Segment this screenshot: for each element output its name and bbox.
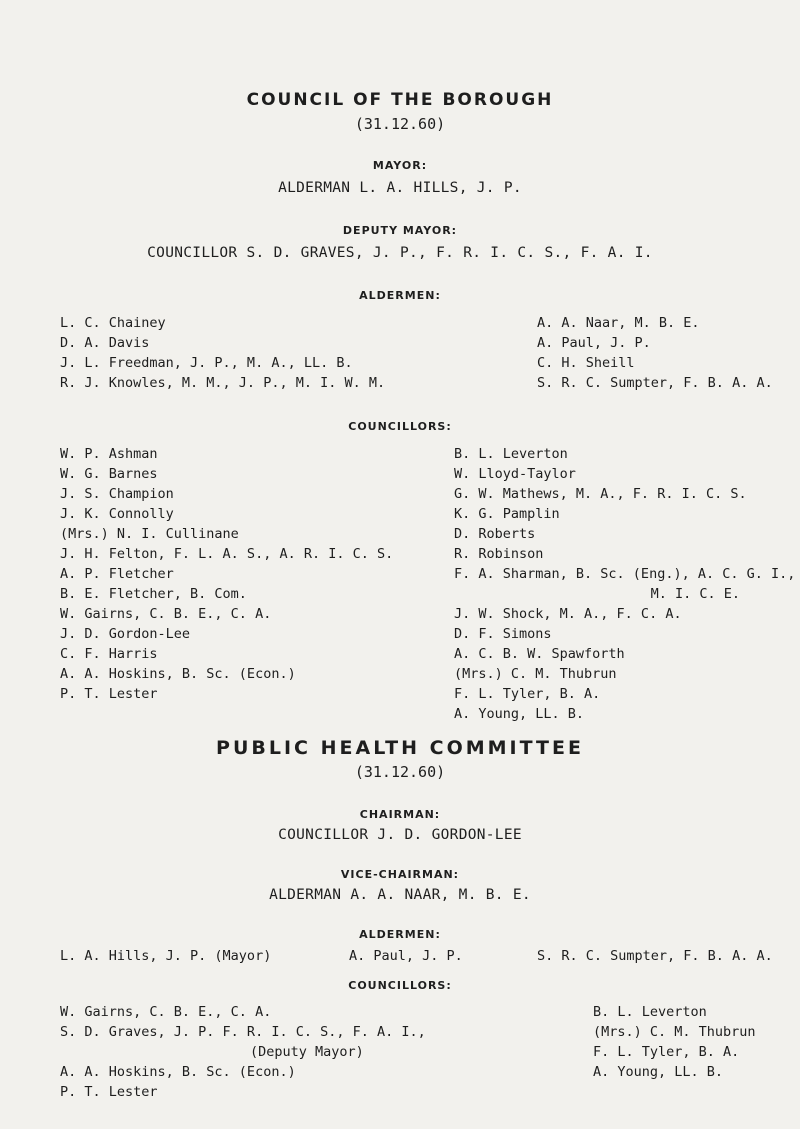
councillor-left-10: J. D. Gordon-Lee (60, 626, 191, 642)
alderman-right-3: C. H. Sheill (537, 355, 635, 371)
councillor-left-3: J. S. Champion (60, 486, 174, 502)
councillor-right-13: A. Young, LL. B. (454, 706, 585, 722)
councillor-left-12: A. A. Hoskins, B. Sc. (Econ.) (60, 666, 296, 682)
deputy-mayor-name: COUNCILLOR S. D. GRAVES, J. P., F. R. I. C. S., F. A. I. (147, 245, 653, 261)
councillor-left-7: A. P. Fletcher (60, 566, 174, 582)
councillor-left-2: W. G. Barnes (60, 466, 158, 482)
committee-aldermen-heading: ALDERMEN: (359, 928, 441, 941)
mayor-name: ALDERMAN L. A. HILLS, J. P. (278, 180, 522, 196)
councillor-right-6: R. Robinson (454, 546, 544, 562)
councillor-left-11: C. F. Harris (60, 646, 158, 662)
councillor-left-4: J. K. Connolly (60, 506, 174, 522)
councillor-left-8: B. E. Fletcher, B. Com. (60, 586, 247, 602)
councillor-right-2: W. Lloyd-Taylor (454, 466, 576, 482)
councillor-right-7-continued: M. I. C. E. (650, 586, 740, 602)
committee-councillor-right-3: F. L. Tyler, B. A. (593, 1044, 740, 1060)
alderman-left-3: J. L. Freedman, J. P., M. A., LL. B. (60, 355, 353, 371)
alderman-left-4: R. J. Knowles, M. M., J. P., M. I. W. M. (60, 375, 386, 391)
committee-councillor-left-4: P. T. Lester (60, 1084, 158, 1100)
committee-councillor-left-3: A. A. Hoskins, B. Sc. (Econ.) (60, 1064, 296, 1080)
councillor-right-9: D. F. Simons (454, 626, 552, 642)
councillor-right-8: J. W. Shock, M. A., F. C. A. (454, 606, 682, 622)
councillors-heading: COUNCILLORS: (348, 420, 452, 433)
council-date: (31.12.60) (354, 115, 446, 133)
committee-councillor-right-2: (Mrs.) C. M. Thubrun (593, 1024, 756, 1040)
committee-alderman-2: A. Paul, J. P. (349, 948, 463, 964)
committee-councillor-left-2: S. D. Graves, J. P. F. R. I. C. S., F. A. I., (60, 1024, 426, 1040)
councillor-right-11: (Mrs.) C. M. Thubrun (454, 666, 617, 682)
councillor-right-1: B. L. Leverton (454, 446, 568, 462)
alderman-left-2: D. A. Davis (60, 335, 150, 351)
vice-chairman-name: ALDERMAN A. A. NAAR, M. B. E. (269, 887, 531, 903)
councillor-right-7: F. A. Sharman, B. Sc. (Eng.), A. C. G. I., (454, 566, 796, 582)
councillor-left-5: (Mrs.) N. I. Cullinane (60, 526, 239, 542)
committee-alderman-3: S. R. C. Sumpter, F. B. A. A. (537, 948, 773, 964)
councillor-left-13: P. T. Lester (60, 686, 158, 702)
committee-councillors-heading: COUNCILLORS: (348, 979, 452, 992)
councillor-right-4: K. G. Pamplin (454, 506, 560, 522)
councillor-right-3: G. W. Mathews, M. A., F. R. I. C. S. (454, 486, 747, 502)
deputy-mayor-heading: DEPUTY MAYOR: (342, 224, 458, 237)
vice-chairman-heading: VICE-CHAIRMAN: (340, 868, 460, 881)
committee-title: PUBLIC HEALTH COMMITTEE (216, 737, 584, 759)
mayor-heading: MAYOR: (372, 159, 428, 172)
committee-councillor-left-1: W. Gairns, C. B. E., C. A. (60, 1004, 272, 1020)
committee-councillor-right-1: B. L. Leverton (593, 1004, 707, 1020)
alderman-left-1: L. C. Chainey (60, 315, 166, 331)
alderman-right-4: S. R. C. Sumpter, F. B. A. A. (537, 375, 773, 391)
councillor-left-9: W. Gairns, C. B. E., C. A. (60, 606, 272, 622)
councillor-right-5: D. Roberts (454, 526, 536, 542)
chairman-name: COUNCILLOR J. D. GORDON-LEE (278, 827, 522, 843)
councillor-left-1: W. P. Ashman (60, 446, 158, 462)
alderman-right-2: A. Paul, J. P. (537, 335, 651, 351)
councillor-right-12: F. L. Tyler, B. A. (454, 686, 601, 702)
chairman-heading: CHAIRMAN: (359, 808, 441, 821)
aldermen-heading: ALDERMEN: (359, 289, 441, 302)
committee-councillor-left-2-note: (Deputy Mayor) (250, 1044, 364, 1060)
councillor-left-6: J. H. Felton, F. L. A. S., A. R. I. C. S. (60, 546, 394, 562)
alderman-right-1: A. A. Naar, M. B. E. (537, 315, 700, 331)
councillor-right-10: A. C. B. W. Spawforth (454, 646, 625, 662)
committee-councillor-right-4: A. Young, LL. B. (593, 1064, 724, 1080)
committee-alderman-1: L. A. Hills, J. P. (Mayor) (60, 948, 272, 964)
council-title: COUNCIL OF THE BOROUGH (246, 90, 554, 110)
committee-date: (31.12.60) (354, 763, 446, 781)
